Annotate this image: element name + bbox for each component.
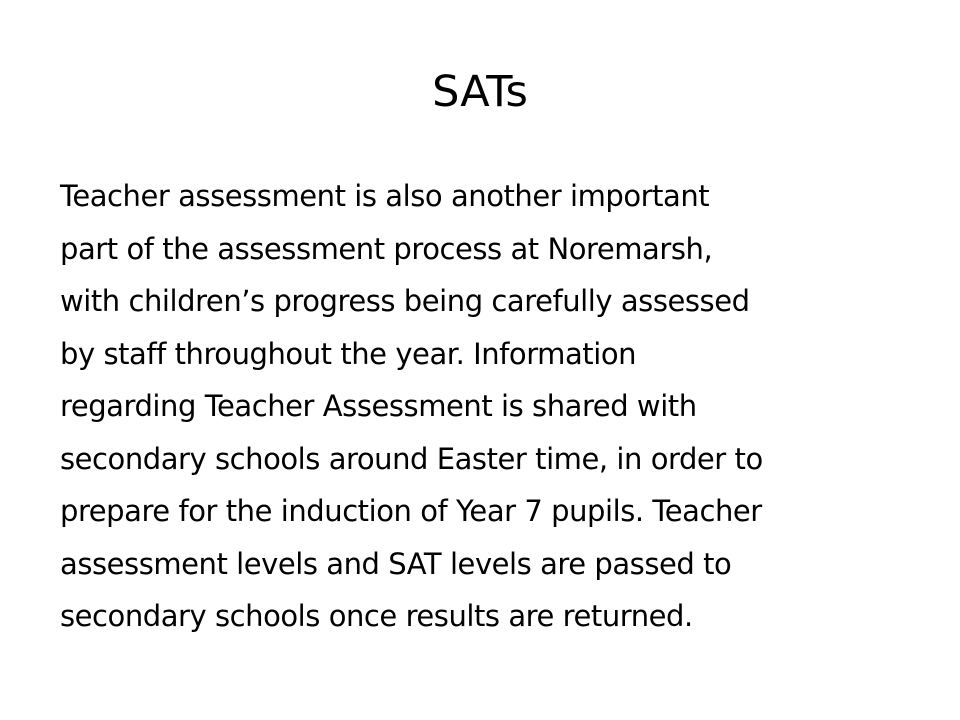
body-line: prepare for the induction of Year 7 pupils. Teacher: [60, 494, 762, 528]
body-line: part of the assessment process at Noremarsh,: [60, 231, 713, 266]
body-line: with children’s progress being carefully assessed: [60, 284, 750, 318]
body-line: Teacher assessment is also another important: [60, 179, 710, 213]
body-line: regarding Teacher Assessment is shared with: [60, 389, 697, 423]
slide-title: SATs: [432, 67, 528, 117]
body-line: secondary schools once results are returned.: [60, 599, 693, 633]
body-line: by staff throughout the year. Information: [60, 336, 637, 371]
body-line: secondary schools around Easter time, in order to: [60, 441, 763, 476]
body-line: assessment levels and SAT levels are passed to: [60, 546, 732, 581]
slide-body-text: [60, 170, 940, 643]
